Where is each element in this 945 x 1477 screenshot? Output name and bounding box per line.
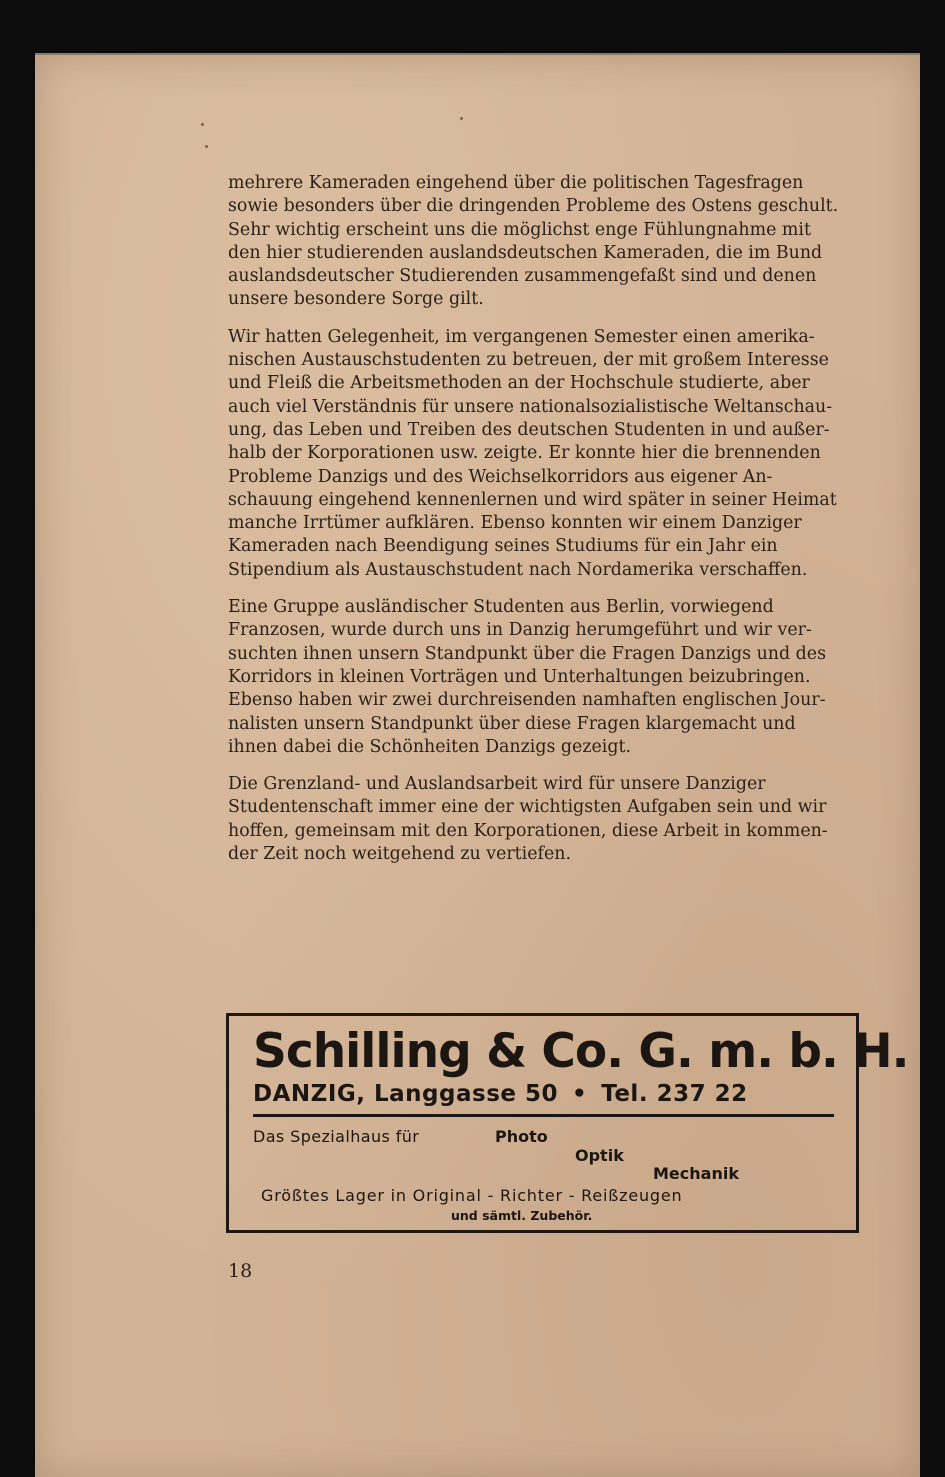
advertisement-box [226, 1013, 909, 1233]
paragraph: Die Grenzland- und Auslandsarbeit wird für unsere Danziger Studentenschaft immer eine der wichtigsten Aufgaben sein und wir hoffen, gemeinsam mit den Korporationen, diese Arbeit in kommen- der Zeit noch weitgehend zu vertiefen. [228, 774, 828, 865]
address-city: DANZIG, Langgasse 50 [253, 1081, 558, 1107]
stock-text: Größtes Lager in Original - Richter - Reißzeugen [261, 1186, 683, 1205]
paragraph: Eine Gruppe ausländischer Studenten aus Berlin, vorwiegend Franzosen, wurde durch uns in Danzig herumgeführt und wir ver- suchten ihnen unsern Standpunkt über die Fragen Danzigs und des Korridors in kleinen Vorträgen und Unterhaltungen beizubringen. Ebenso haben wir zwei durchreisenden namhaften englischen Jour- nalisten unsern Standpunkt über diese Fragen klargemacht und ihnen dabei die Schönheiten Danzigs gezeigt. [228, 597, 827, 757]
bullet-separator: • [572, 1081, 588, 1107]
company-address [253, 1081, 748, 1107]
specialty-mechanik: Mechanik [653, 1164, 739, 1183]
accessories-text: und sämtl. Zubehör. [451, 1208, 593, 1223]
body-text [228, 172, 866, 880]
paper-speck [460, 117, 463, 120]
page-number: 18 [228, 1260, 253, 1282]
specialty-optik: Optik [575, 1146, 624, 1165]
paper-speck [205, 145, 208, 148]
specialty-photo: Photo [495, 1127, 548, 1146]
paragraph: mehrere Kameraden eingehend über die politischen Tagesfragen sowie besonders über die dringenden Probleme des Ostens geschult. Sehr wichtig erscheint uns die möglichst enge Fühlungnahme mit den hier studierenden auslandsdeutschen Kameraden, die im Bund auslandsdeutscher Studierenden zusammengefaßt sind und denen unsere besondere Sorge gilt. [228, 173, 839, 310]
divider-rule [253, 1114, 834, 1117]
phone-number: Tel. 237 22 [601, 1081, 748, 1107]
paper-speck [201, 123, 204, 126]
paragraph: Wir hatten Gelegenheit, im vergangenen Semester einen amerika- nischen Austauschstudenten zu betreuen, der mit großem Interesse und Fleiß die Arbeitsmethoden an der Hochschule studierte, aber auch viel Verständnis für unsere nationalsozialistische Weltanschau- ung, das Leben und Treiben des deutschen Studenten in und außer- halb der Korporationen usw. zeigte. Er konnte hier die brennenden Probleme Danzigs und des Weichselkorridors aus eigener An- schauung eingehend kennenlernen und wird später in seiner Heimat manche Irrtümer aufklären. Ebenso konnten wir einem Danziger Kameraden nach Beendigung seines Studiums für ein Jahr ein Stipendium als Austauschstudent nach Nordamerika verschaffen. [228, 326, 837, 580]
company-name: Schilling & Co. G. m. b. H. [253, 1024, 909, 1079]
ad-intro-text: Das Spezialhaus für [253, 1127, 420, 1146]
